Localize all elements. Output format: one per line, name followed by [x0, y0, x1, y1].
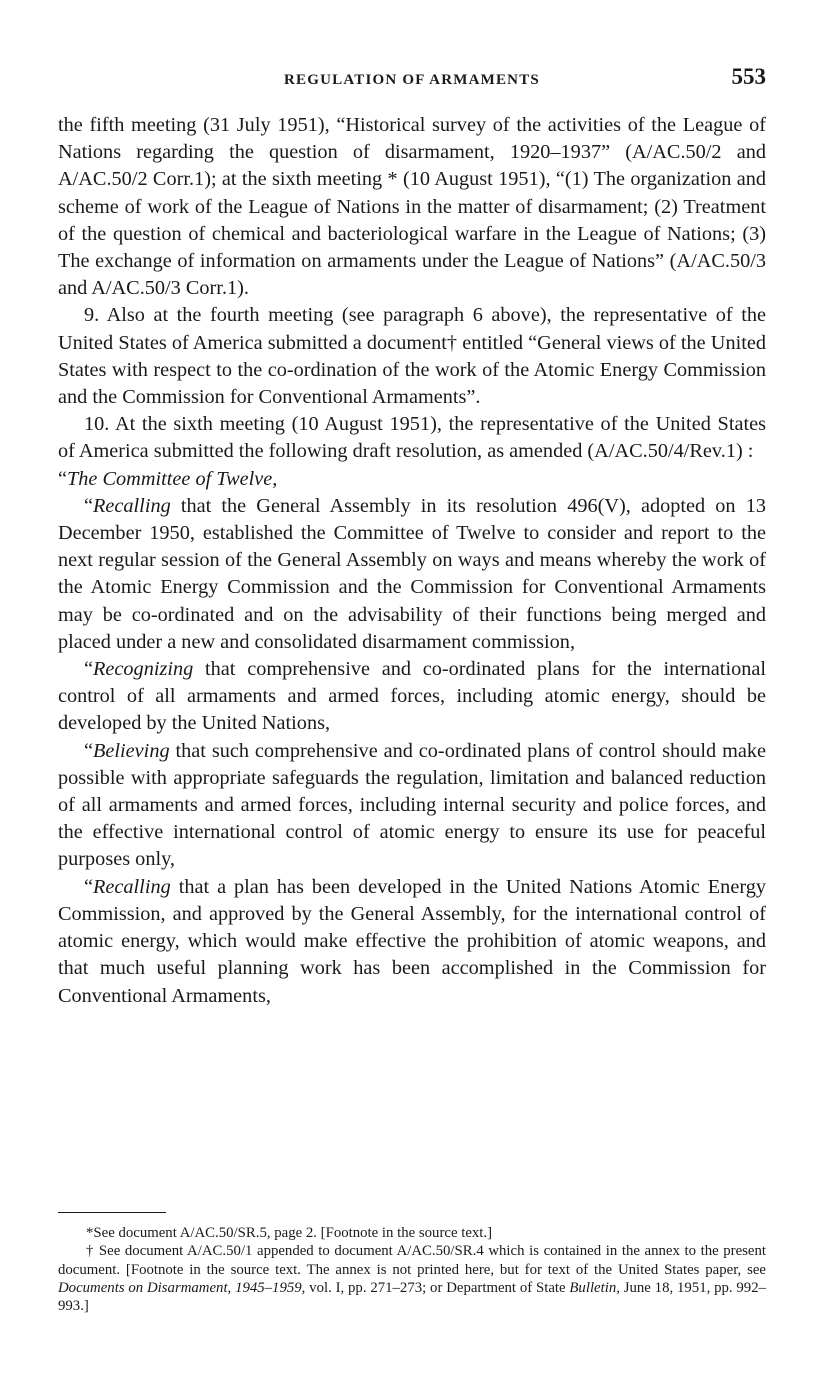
footnotes	[58, 1224, 766, 1315]
paragraph-continuation: the fifth meeting (31 July 1951), “Historical survey of the activities of the League of Nations regarding the question of disarmament, 1920–1937” (A/AC.50/2 and A/AC.50/2 Corr.1); at the sixth meeting * (10 August 1951), “(1) The organization and scheme of work of the League of Nations in the matter of disarmament; (2) Treatment of the question of chemical and bacteriological warfare in the League of Nations; (3) The exchange of information on armaments under the League of Nations” (A/AC.50/3 and A/AC.50/3 Corr.1).	[58, 114, 766, 300]
heading-punct: ,	[272, 467, 278, 490]
recital-believing	[58, 738, 766, 874]
recital-keyword: Recalling	[93, 494, 171, 517]
resolution-heading	[58, 466, 766, 493]
paragraph-9: 9. Also at the fourth meeting (see paragraph 6 above), the representative of the United States of America submitted a document† entitled “General views of the United States with respect to the co-ordination of the work of the Atomic Energy Commission and the Commission for Conventional Armaments”.	[58, 304, 766, 409]
open-quote: “	[84, 658, 94, 681]
footnote-divider	[58, 1212, 166, 1213]
footnote-dagger	[58, 1242, 766, 1315]
footnote-text: June 18, 1951, pp. 992–993.]	[58, 1279, 767, 1315]
open-quote: “	[58, 467, 68, 490]
resolution-title: The Committee of Twelve	[67, 467, 273, 490]
paragraph-10: 10. At the sixth meeting (10 August 1951), the representative of the United States of America submitted the following draft resolution, as amended (A/AC.50/4/Rev.1) :	[58, 413, 766, 463]
footnote-citation-journal: Bulletin,	[569, 1279, 620, 1296]
footnote-asterisk: *See document A/AC.50/SR.5, page 2. [Footnote in the source text.]	[86, 1225, 493, 1241]
footnote-citation-title: Documents on Disarmament, 1945–1959,	[58, 1279, 306, 1296]
footnote-text: † See document A/AC.50/1 appended to document A/AC.50/SR.4 which is contained in the annex to the present document. [Footnote in the source text. The annex is not printed here, but for text of the United States paper, see	[58, 1243, 766, 1278]
open-quote: “	[84, 875, 94, 898]
recital-text: that comprehensive and co-ordinated plans for the international control of all armaments and armed forces, including atomic energy, should be developed by the United Nations,	[58, 658, 766, 735]
open-quote: “	[84, 739, 94, 762]
page-header	[58, 64, 766, 100]
recital-keyword: Recalling	[93, 875, 171, 898]
page-number: 553	[731, 64, 766, 89]
recital-recognizing	[58, 656, 766, 738]
recital-keyword: Recognizing	[93, 658, 194, 681]
body-text	[58, 112, 766, 1010]
recital-recalling-1	[58, 493, 766, 656]
recital-text: that a plan has been developed in the United Nations Atomic Energy Commission, and approved by the General Assembly, for the international control of atomic energy, which would make effective the prohibition of atomic weapons, and that much useful planning work has been accomplished in the Commission for Conventional Armaments,	[58, 875, 766, 1007]
recital-text: that the General Assembly in its resolution 496(V), adopted on 13 December 1950, established the Committee of Twelve to consider and report to the next regular session of the General Assembly on ways and means whereby the work of the Atomic Energy Commission and the Commission for Conventional Armaments may be co-ordinated and on the advisability of their functions being merged and placed under a new and consolidated disarmament commission,	[58, 494, 766, 653]
footnote-text: vol. I, pp. 271–273; or Department of State	[305, 1279, 570, 1296]
recital-text: that such comprehensive and co-ordinated plans of control should make possible with appropriate safeguards the regulation, limitation and balanced reduction of all armaments and armed forces, including internal security and police forces, and the effective international control of atomic energy to ensure its use for peaceful purposes only,	[58, 739, 766, 871]
recital-keyword: Believing	[93, 739, 170, 762]
running-title: REGULATION OF ARMAMENTS	[284, 72, 540, 88]
open-quote: “	[84, 494, 94, 517]
recital-recalling-2	[58, 874, 766, 1010]
